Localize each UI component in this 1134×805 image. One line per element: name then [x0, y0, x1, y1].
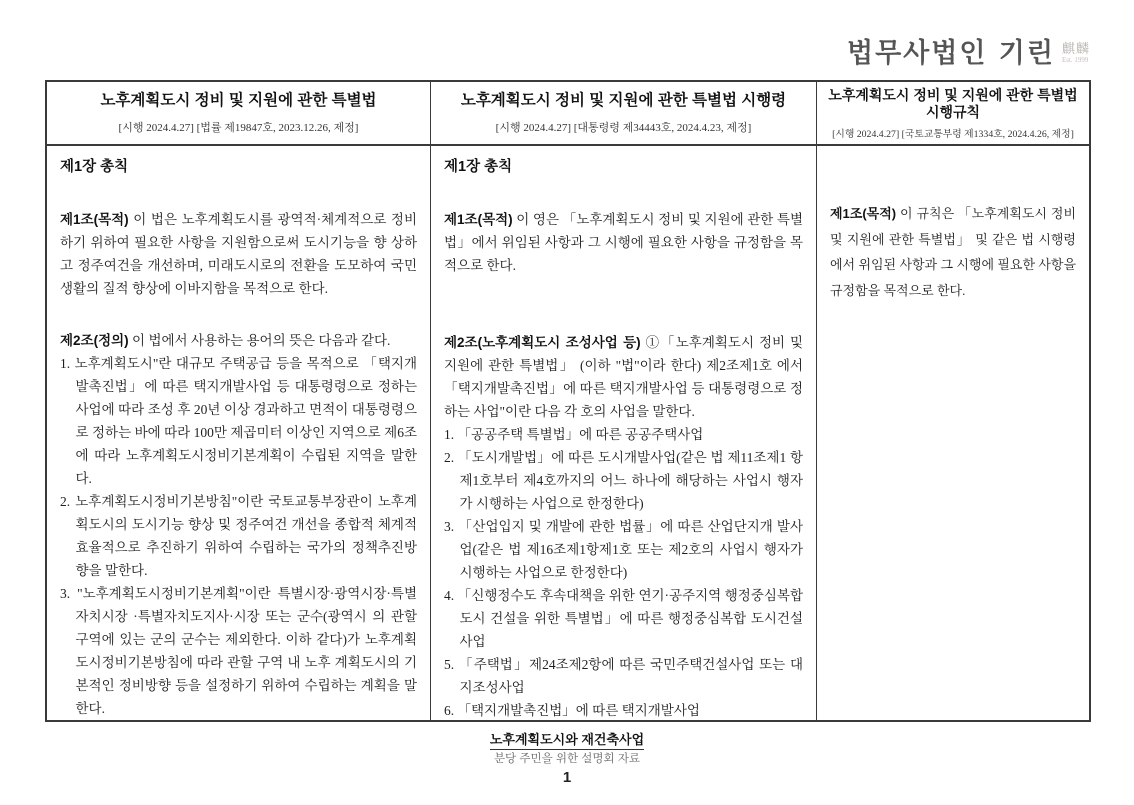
law-article-1-text: 이 법은 노후계획도시를 광역적·체계적으로 정비하기 위하여 필요한 사항을 지원함으로써 도시기능을 향 상하고 정주여건을 개선하며, 미래도시로의 전환을 도모하여 국민생활의 질적 향상에 이바지함을 목적으로 한다. — [60, 212, 417, 296]
law-article-1 — [60, 208, 417, 300]
decree-article-1 — [444, 208, 803, 277]
decree-article-1-label: 제1조(목적) — [444, 212, 513, 227]
law-definition-item: 1. 노후계획도시"란 대규모 주택공급 등을 목적으로 「택지개발촉진법」에 따른 택지개발사업 등 대통령령으로 정하는 사업에 따라 조성 후 20년 이상 경과하고 면적이 대통령령으로 정하는 바에 따라 100만 제곱미터 이상인 지역으로 제6조에 따라 노후계획도시정비기본계획이 수립된 지역을 말한다. — [60, 356, 417, 486]
decree-project-item: 5. 「주택법」제24조제2항에 따른 국민주택건설사업 또는 대지조성사업 — [444, 657, 803, 695]
law-article-2 — [60, 329, 417, 352]
law-article-2-label: 제2조(정의) — [60, 333, 129, 348]
body-cell-rule — [817, 146, 1089, 720]
body-cell-law — [47, 146, 431, 720]
law-firm-logo — [847, 40, 1090, 67]
law-article-2-text: 이 법에서 사용하는 용어의 뜻은 다음과 같다. — [132, 333, 391, 348]
rule-title: 노후계획도시 정비 및 지원에 관한 특별법 시행규칙 — [828, 86, 1078, 120]
rule-article-1-label: 제1조(목적) — [830, 206, 897, 221]
law-comparison-table — [45, 80, 1091, 722]
page-footer — [0, 731, 1134, 786]
decree-title: 노후계획도시 정비 및 지원에 관한 특별법 시행령 — [460, 91, 787, 109]
logo-established-text: Est. 1999 — [1061, 56, 1089, 65]
decree-article-1-text: 이 영은 「노후계획도시 정비 및 지원에 관한 특별법」에서 위임된 사항과 그 시행에 필요한 사항을 규정함을 목적으로 한다. — [444, 212, 804, 273]
rule-article-1-text: 이 규칙은 「노후계획도시 정비 및 지원에 관한 특별법」 및 같은 법 시행령에서 위임된 사항과 그 시행에 필요한 사항을 규정함을 목적으로 한다. — [830, 206, 1076, 298]
decree-project-item: 2. 「도시개발법」에 따른 도시개발사업(같은 법 제11조제1 항제1호부터 제4호까지의 어느 하나에 해당하는 사업시 행자가 시행하는 사업으로 한정한다) — [444, 450, 803, 511]
rule-article-1 — [830, 201, 1076, 303]
decree-article-2-label: 제2조(노후계획도시 조성사업 등) — [444, 335, 641, 350]
logo-seal-block — [1062, 40, 1090, 65]
decree-project-item: 4. 「신행정수도 후속대책을 위한 연기·공주지역 행정중심복합도시 건설을 위한 특별법」에 따른 행정중심복합 도시건설사업 — [444, 588, 803, 649]
rule-enactment-info: [시행 2024.4.27] [국토교통부령 제1334호, 2024.4.26, 제정] — [832, 128, 1074, 140]
footer-doc-title: 노후계획도시와 재건축사업 — [490, 733, 644, 750]
law-definition-item: 3. "노후계획도시정비기본계획"이란 특별시장·광역시장·특별자치시장 ·특별자치도지사·시장 또는 군수(광역시 의 관할 구역에 있는 군의 군수는 제외한다. 이하 같다)가 노후계획도시정비기본방침에 따라 관할 구역 내 노후 계획도시의 기본적인 정비방향 등을 설정하기 위하여 수립하는 계획을 말한다. — [60, 586, 417, 716]
decree-article-2-text: ①「노후계획도시 정비 및 지원에 관한 특별법」 (이하 "법"이라 한다) 제2조제1호 에서 「택지개발촉진법」에 따른 택지개발사업 등 대통령령으로 정하는 사업"이란 다음 각 호의 사업을 말한다. — [444, 335, 804, 419]
page-number: 1 — [562, 768, 572, 786]
decree-project-item: 1. 「공공주택 특별법」에 따른 공공주택사업 — [444, 427, 704, 442]
decree-enactment-info: [시행 2024.4.27] [대통령령 제34443호, 2024.4.23, 제정] — [495, 122, 752, 135]
law-definitions-list — [60, 352, 417, 720]
decree-projects-list — [444, 423, 803, 720]
law-chapter-heading: 제1장 총칙 — [60, 159, 129, 175]
decree-project-item: 6. 「택지개발촉진법」에 따른 택지개발사업 — [444, 703, 700, 718]
law-firm-name: 법무사법인 기린 — [847, 38, 1055, 69]
header-cell-rule — [817, 82, 1089, 146]
header-cell-law — [47, 82, 431, 146]
decree-chapter-heading: 제1장 총칙 — [444, 159, 513, 175]
footer-doc-subtitle: 분당 주민을 위한 설명회 자료 — [493, 752, 641, 765]
header-cell-decree — [431, 82, 817, 146]
law-enactment-info: [시행 2024.4.27] [법률 제19847호, 2023.12.26, 제정] — [118, 122, 359, 135]
logo-seal-hanja: 麒麟 — [1061, 41, 1090, 56]
decree-project-item: 3. 「산업입지 및 개발에 관한 법률」에 따른 산업단지개 발사업(같은 법 제16조제1항제1호 또는 제2호의 사업시 행자가 시행하는 사업으로 한정한다) — [444, 519, 803, 580]
law-article-1-label: 제1조(목적) — [60, 212, 129, 227]
law-definition-item: 2. 노후계획도시정비기본방침"이란 국토교통부장관이 노후계획도시의 도시기능 향상 및 정주여건 개선을 종합적 체계적 효율적으로 추진하기 위하여 수립하는 국가의 정책추진방향을 말한다. — [60, 494, 417, 578]
decree-article-2 — [444, 331, 803, 423]
body-cell-decree — [431, 146, 817, 720]
law-title: 노후계획도시 정비 및 지원에 관한 특별법 — [100, 91, 377, 109]
